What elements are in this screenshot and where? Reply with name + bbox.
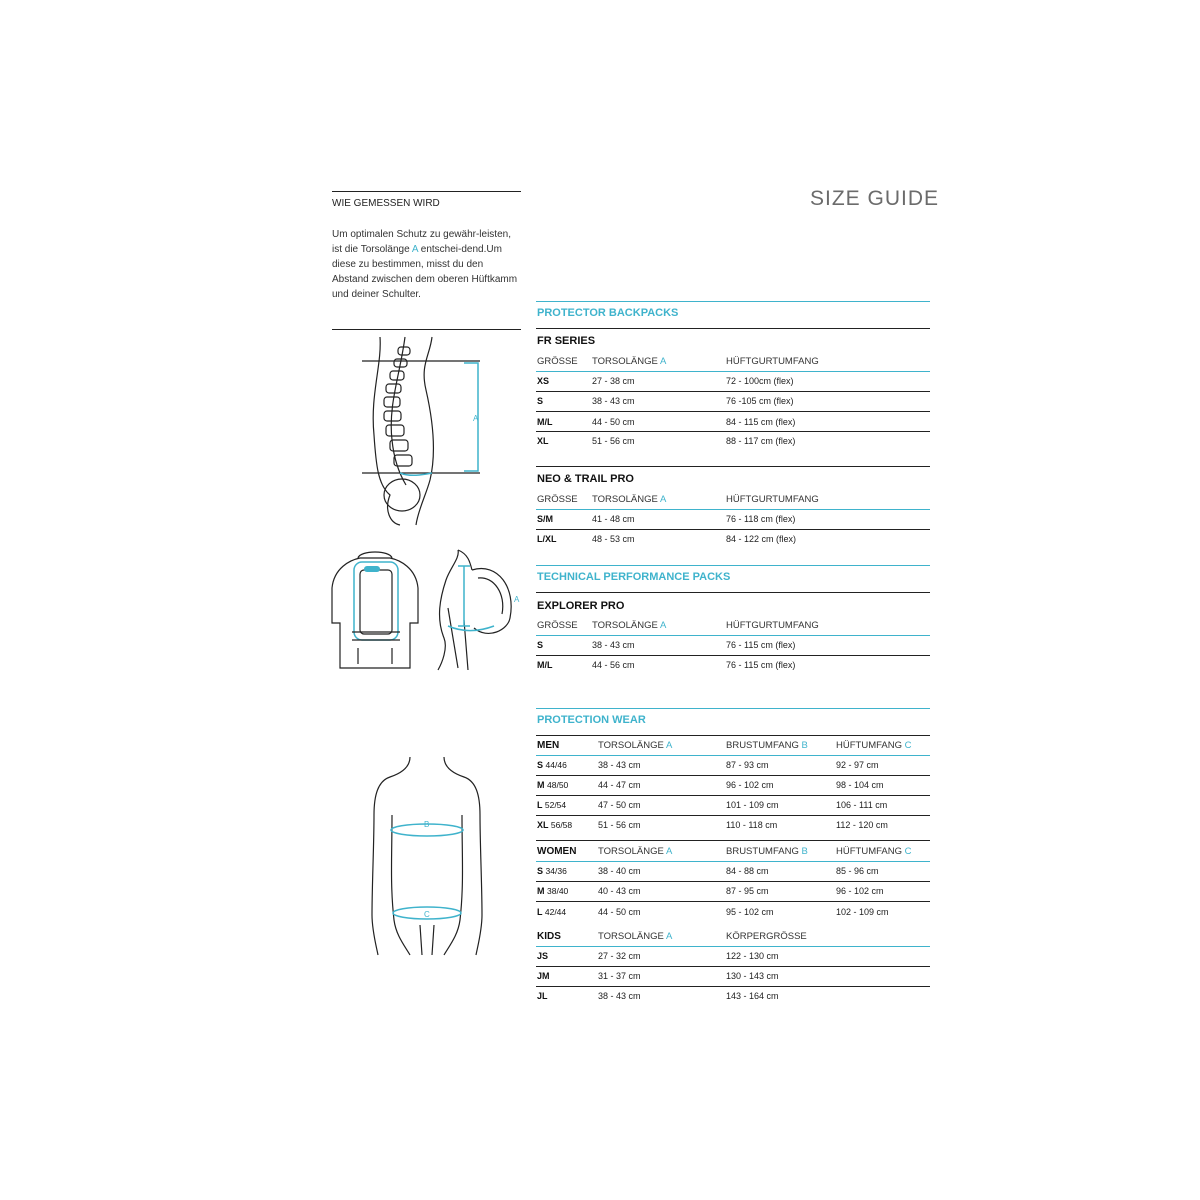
row-hip: 76 - 115 cm (flex) [726,660,796,670]
header-size: GRÖSSE [537,356,578,367]
row-torso: 47 - 50 cm [598,800,641,810]
row-size: S 34/36 [537,866,567,876]
header-torso: TORSOLÄNGE A [592,620,667,631]
row-chest: 84 - 88 cm [726,866,769,876]
section-rule-bottom [536,592,930,593]
header-torso: TORSOLÄNGE A [598,740,673,751]
row-hip: 84 - 122 cm (flex) [726,534,797,544]
row-chest: 87 - 93 cm [726,760,769,770]
row-torso: 38 - 43 cm [592,396,635,406]
row-hip: 76 -105 cm (flex) [726,396,794,406]
pack-label-a: A [514,595,520,604]
header-rule [536,755,930,756]
torso-label-c: C [424,910,430,919]
row-torso: 44 - 56 cm [592,660,635,670]
header-rule [536,371,930,372]
row-divider [536,815,930,816]
group-label-men: MEN [537,740,560,751]
header-torso: TORSOLÄNGE A [592,356,667,367]
row-torso: 38 - 40 cm [598,866,641,876]
group-label-women: WOMEN [537,846,577,857]
row-size: XS [537,376,550,386]
row-torso: 44 - 47 cm [598,780,641,790]
row-chest: 95 - 102 cm [726,907,774,917]
header-hip: HÜFTUMFANG C [836,740,912,751]
row-torso: 40 - 43 cm [598,886,641,896]
row-torso: 44 - 50 cm [592,417,635,427]
header-rule [536,946,930,947]
row-torso: 51 - 56 cm [598,820,641,830]
row-hip: 72 - 100cm (flex) [726,376,794,386]
section-title-protection-wear: PROTECTION WEAR [537,714,646,726]
row-chest: 110 - 118 cm [726,820,778,830]
subsection-title-fr-series: FR SERIES [537,335,596,347]
row-divider [536,529,930,530]
row-hip: 102 - 109 cm [836,907,889,917]
row-size: JL [537,991,548,1001]
section-rule-top [536,565,930,566]
backpack-front-illustration [330,548,420,673]
header-chest: BRUSTUMFANG B [726,846,808,857]
intro-heading: WIE GEMESSEN WIRD [332,198,440,209]
spine-label-a: A [473,414,479,423]
row-hip: 96 - 102 cm [836,886,884,896]
row-size: L 42/44 [537,907,567,917]
row-divider [536,966,930,967]
row-size: S [537,640,544,650]
row-hip: 98 - 104 cm [836,780,884,790]
row-hip: 84 - 115 cm (flex) [726,417,796,427]
spine-illustration [360,335,490,530]
subsection-title-explorer-pro: EXPLORER PRO [537,600,625,612]
row-size: XL [537,436,549,446]
section-title-technical-packs: TECHNICAL PERFORMANCE PACKS [537,571,731,583]
row-divider [536,986,930,987]
row-hip: 106 - 111 cm [836,800,888,810]
header-height: KÖRPERGRÖSSE [726,931,807,942]
row-divider [536,411,930,412]
row-size: L 52/54 [537,800,567,810]
row-torso: 38 - 43 cm [598,991,641,1001]
header-torso: TORSOLÄNGE A [592,494,667,505]
row-torso: 27 - 32 cm [598,951,641,961]
page-title: SIZE GUIDE [810,187,940,210]
row-hip: 112 - 120 cm [836,820,888,830]
row-size: JM [537,971,550,981]
row-height: 143 - 164 cm [726,991,779,1001]
row-hip: 92 - 97 cm [836,760,879,770]
row-chest: 87 - 95 cm [726,886,769,896]
header-size: GRÖSSE [537,620,578,631]
section-title-protector-backpacks: PROTECTOR BACKPACKS [537,307,679,319]
header-rule [536,635,930,636]
row-size: M 38/40 [537,886,569,896]
group-label-kids: KIDS [537,931,561,942]
section-rule-top [536,708,930,709]
section-rule-bottom [536,735,930,736]
torso-illustration [370,755,485,960]
row-torso: 48 - 53 cm [592,534,635,544]
row-torso: 38 - 43 cm [592,640,635,650]
intro-bottom-rule [332,329,521,330]
subsection-title-neo-trail-pro: NEO & TRAIL PRO [537,473,634,485]
header-hip: HÜFTGURTUMFANG [726,620,819,631]
row-torso: 38 - 43 cm [598,760,641,770]
row-divider [536,655,930,656]
intro-top-rule [332,191,521,192]
group-divider [536,840,930,841]
row-size: M 48/50 [537,780,569,790]
row-torso: 31 - 37 cm [598,971,641,981]
header-torso: TORSOLÄNGE A [598,846,673,857]
row-height: 122 - 130 cm [726,951,779,961]
row-height: 130 - 143 cm [726,971,779,981]
header-chest: BRUSTUMFANG B [726,740,808,751]
row-torso: 27 - 38 cm [592,376,635,386]
row-size: M/L [537,417,553,427]
row-torso: 41 - 48 cm [592,514,635,524]
row-size: JS [537,951,549,961]
row-size: S [537,396,544,406]
row-size: XL 56/58 [537,820,573,830]
backpack-side-illustration [428,548,523,673]
header-rule [536,861,930,862]
header-hip: HÜFTGURTUMFANG [726,356,819,367]
row-torso: 51 - 56 cm [592,436,635,446]
header-hip: HÜFTGURTUMFANG [726,494,819,505]
row-divider [536,431,930,432]
row-size: S 44/46 [537,760,567,770]
header-torso: TORSOLÄNGE A [598,931,673,942]
row-divider [536,391,930,392]
torso-label-b: B [424,820,430,829]
row-chest: 96 - 102 cm [726,780,774,790]
section-rule-bottom [536,328,930,329]
section-rule-top [536,301,930,302]
row-size: S/M [537,514,554,524]
row-divider [536,901,930,902]
header-hip: HÜFTUMFANG C [836,846,912,857]
row-divider [536,881,930,882]
header-size: GRÖSSE [537,494,578,505]
row-size: M/L [537,660,553,670]
row-hip: 76 - 118 cm (flex) [726,514,796,524]
row-divider [536,795,930,796]
row-hip: 76 - 115 cm (flex) [726,640,796,650]
row-torso: 44 - 50 cm [598,907,641,917]
row-divider [536,775,930,776]
intro-text: Um optimalen Schutz zu gewähr-leisten, ist die Torsolänge A entschei-dend.Um diese zu bestimmen, misst du den Abstand zwischen dem oberen Hüftkamm und deiner Schulter. [332,229,518,300]
subsection-rule [536,466,930,467]
row-size: L/XL [537,534,557,544]
header-rule [536,509,930,510]
row-hip: 88 - 117 cm (flex) [726,436,796,446]
row-chest: 101 - 109 cm [726,800,779,810]
row-hip: 85 - 96 cm [836,866,879,876]
